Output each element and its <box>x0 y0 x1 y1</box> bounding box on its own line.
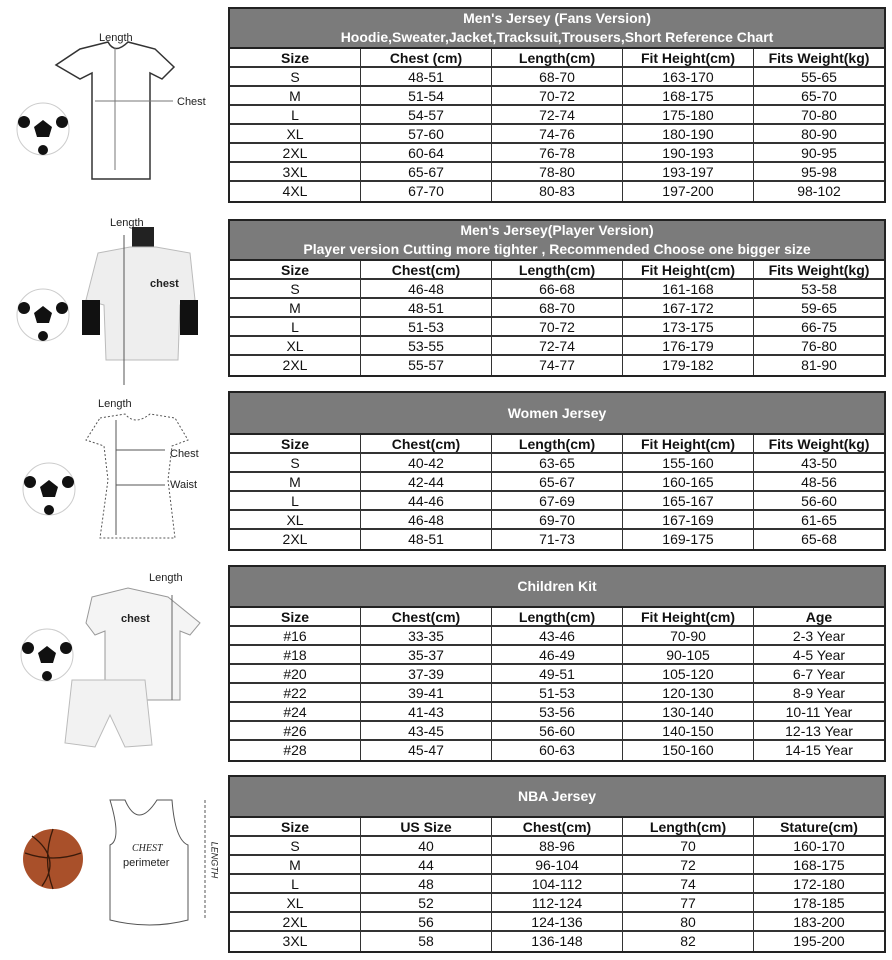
table-cell: 140-150 <box>623 722 754 739</box>
table-cell: 105-120 <box>623 665 754 682</box>
table-row <box>230 87 884 106</box>
table-cell: Chest(cm) <box>361 608 492 625</box>
table-cell: 70 <box>623 837 754 854</box>
table-cell: 51-54 <box>361 87 492 104</box>
table-cell: Size <box>230 261 361 278</box>
table-cell: Chest(cm) <box>492 818 623 835</box>
table-cell: 43-50 <box>801 455 837 471</box>
table-row <box>230 646 884 665</box>
table-cell: 80-83 <box>492 182 623 201</box>
table-cell: #16 <box>230 627 361 644</box>
table-cell: 43-45 <box>361 722 492 739</box>
table-cell: Size <box>230 818 361 835</box>
chest-label: Chest <box>177 96 206 108</box>
table-title <box>230 221 884 261</box>
table-cell: #28 <box>230 741 361 760</box>
title-line: Men's Jersey(Player Version) <box>460 222 654 238</box>
table-cell: 63-65 <box>492 454 623 471</box>
table-cell: 55-65 <box>801 69 837 85</box>
table-title <box>230 567 884 608</box>
table-cell: S <box>230 454 361 471</box>
table-row <box>230 837 884 856</box>
table-cell: 56 <box>361 913 492 930</box>
title-line: Women Jersey <box>507 404 607 421</box>
table-cell: 52 <box>361 894 492 911</box>
table-cell: 49-51 <box>492 665 623 682</box>
table-cell: 167-172 <box>623 299 754 316</box>
table-cell: 51-53 <box>361 318 492 335</box>
waist-label: Waist <box>170 479 198 491</box>
table-cell: 160-170 <box>793 838 845 854</box>
table-cell: 72-74 <box>492 106 623 123</box>
table-row <box>230 144 884 163</box>
table-cell: 70-72 <box>492 87 623 104</box>
table-cell: 90-105 <box>623 646 754 663</box>
table-cell: #24 <box>230 703 361 720</box>
table-row <box>230 875 884 894</box>
table-cell: 68-70 <box>492 299 623 316</box>
table-cell: 72-74 <box>492 337 623 354</box>
table-cell: #18 <box>230 646 361 663</box>
table-cell: 124-136 <box>492 913 623 930</box>
table-cell: Length(cm) <box>492 261 623 278</box>
table-row <box>230 182 884 201</box>
table-cell: 4-5 Year <box>792 647 846 663</box>
table-cell: 173-175 <box>623 318 754 335</box>
table-cell: 2-3 Year <box>792 628 846 644</box>
table-cell: 78-80 <box>492 163 623 180</box>
basketball-icon <box>22 828 84 894</box>
table-cell: Age <box>805 609 833 625</box>
length-label: Length <box>110 217 144 229</box>
title-line: Men's Jersey (Fans Version) <box>463 10 651 26</box>
table-cell: 155-160 <box>623 454 754 471</box>
table-cell: 88-96 <box>492 837 623 854</box>
header-row <box>230 608 884 627</box>
perimeter-label: perimeter <box>123 857 170 869</box>
table-row <box>230 530 884 549</box>
table-cell: XL <box>230 337 361 354</box>
table-title <box>230 393 884 435</box>
table-row <box>230 722 884 741</box>
table-cell: 51-53 <box>492 684 623 701</box>
table-row <box>230 318 884 337</box>
size-table-women <box>228 391 886 551</box>
header-row <box>230 261 884 280</box>
table-cell: L <box>230 492 361 509</box>
table-cell: 10-11 Year <box>785 704 853 720</box>
table-cell: 136-148 <box>492 932 623 951</box>
table-cell: Chest(cm) <box>361 261 492 278</box>
table-cell: 39-41 <box>361 684 492 701</box>
table-cell: 68-70 <box>492 68 623 85</box>
table-cell: Length(cm) <box>492 49 623 66</box>
table-cell: 67-70 <box>361 182 492 201</box>
table-cell: 183-200 <box>793 914 845 930</box>
table-cell: 195-200 <box>793 933 845 949</box>
table-cell: 8-9 Year <box>792 685 846 701</box>
table-cell: 112-124 <box>492 894 623 911</box>
table-row <box>230 473 884 492</box>
table-cell: 2XL <box>230 356 361 375</box>
table-cell: 190-193 <box>623 144 754 161</box>
chest-label: Chest <box>170 448 199 460</box>
table-cell: 33-35 <box>361 627 492 644</box>
table-cell: 53-58 <box>801 281 837 297</box>
table-cell: 54-57 <box>361 106 492 123</box>
table-cell: 76-78 <box>492 144 623 161</box>
table-cell: Stature(cm) <box>780 819 858 835</box>
size-table-fans-version <box>228 7 886 203</box>
table-cell: 176-179 <box>623 337 754 354</box>
table-cell: 60-63 <box>492 741 623 760</box>
table-cell: Fits Weight(kg) <box>768 262 870 278</box>
table-cell: 197-200 <box>623 182 754 201</box>
table-row <box>230 68 884 87</box>
table-cell: 65-68 <box>801 531 837 547</box>
table-row <box>230 125 884 144</box>
table-cell: 41-43 <box>361 703 492 720</box>
table-cell: Fits Weight(kg) <box>768 436 870 452</box>
table-cell: 65-67 <box>361 163 492 180</box>
table-cell: XL <box>230 894 361 911</box>
table-cell: S <box>230 280 361 297</box>
table-cell: 12-13 Year <box>785 723 853 739</box>
length-label: Length <box>149 572 183 584</box>
table-cell: 80-90 <box>801 126 837 142</box>
table-cell: 45-47 <box>361 741 492 760</box>
table-title <box>230 9 884 49</box>
table-cell: M <box>230 473 361 490</box>
table-cell: 42-44 <box>361 473 492 490</box>
header-row <box>230 818 884 837</box>
soccer-ball-icon <box>16 102 70 156</box>
table-row <box>230 280 884 299</box>
table-row <box>230 894 884 913</box>
table-cell: 74-76 <box>492 125 623 142</box>
table-cell: 175-180 <box>623 106 754 123</box>
table-cell: Chest(cm) <box>361 435 492 452</box>
table-cell: 167-169 <box>623 511 754 528</box>
table-cell: 46-49 <box>492 646 623 663</box>
table-cell: 57-60 <box>361 125 492 142</box>
table-cell: 46-48 <box>361 511 492 528</box>
table-cell: 48-51 <box>361 530 492 549</box>
header-row <box>230 49 884 68</box>
table-cell: 6-7 Year <box>792 666 846 682</box>
soccer-ball-icon <box>16 288 70 342</box>
table-cell: 95-98 <box>801 164 837 180</box>
table-cell: 58 <box>361 932 492 951</box>
soccer-ball-icon <box>20 628 74 682</box>
table-cell: 66-68 <box>492 280 623 297</box>
table-cell: 163-170 <box>623 68 754 85</box>
table-row <box>230 454 884 473</box>
table-cell: Size <box>230 49 361 66</box>
table-cell: 44 <box>361 856 492 873</box>
table-cell: 179-182 <box>623 356 754 375</box>
title-line: Player version Cutting more tighter , Recommended Choose one bigger size <box>303 241 811 257</box>
table-row <box>230 163 884 182</box>
table-cell: 2XL <box>230 144 361 161</box>
table-cell: 81-90 <box>801 357 837 373</box>
table-cell: 172-180 <box>793 876 845 892</box>
table-cell: M <box>230 856 361 873</box>
table-cell: 80 <box>623 913 754 930</box>
table-cell: 70-90 <box>623 627 754 644</box>
table-row <box>230 106 884 125</box>
table-row <box>230 856 884 875</box>
table-cell: 46-48 <box>361 280 492 297</box>
table-cell: #22 <box>230 684 361 701</box>
table-cell: Fit Height(cm) <box>623 435 754 452</box>
table-row <box>230 684 884 703</box>
table-cell: 65-67 <box>492 473 623 490</box>
table-cell: 44-46 <box>361 492 492 509</box>
table-cell: US Size <box>361 818 492 835</box>
table-cell: 104-112 <box>492 875 623 892</box>
women-jersey-icon <box>80 410 200 545</box>
table-row <box>230 741 884 760</box>
table-cell: 40-42 <box>361 454 492 471</box>
length-label: LENGTH <box>209 841 220 879</box>
table-cell: Size <box>230 608 361 625</box>
table-title <box>230 777 884 818</box>
table-cell: 61-65 <box>801 512 837 528</box>
chest-label: chest <box>150 278 179 290</box>
table-cell: M <box>230 87 361 104</box>
table-cell: 74-77 <box>492 356 623 375</box>
size-table-nba <box>228 775 886 953</box>
table-cell: M <box>230 299 361 316</box>
children-kit-icon <box>60 585 220 755</box>
table-cell: 53-55 <box>361 337 492 354</box>
table-cell: 37-39 <box>361 665 492 682</box>
table-cell: Fit Height(cm) <box>623 261 754 278</box>
table-row <box>230 337 884 356</box>
table-cell: 161-168 <box>623 280 754 297</box>
table-cell: #20 <box>230 665 361 682</box>
chest-label: chest <box>121 613 150 625</box>
table-cell: 56-60 <box>492 722 623 739</box>
table-cell: 43-46 <box>492 627 623 644</box>
table-cell: L <box>230 106 361 123</box>
table-cell: 2XL <box>230 530 361 549</box>
table-cell: 160-165 <box>623 473 754 490</box>
table-cell: S <box>230 68 361 85</box>
table-cell: 76-80 <box>801 338 837 354</box>
table-cell: 71-73 <box>492 530 623 549</box>
table-cell: 72 <box>623 856 754 873</box>
length-label: Length <box>99 32 133 44</box>
size-table-children-kit <box>228 565 886 762</box>
table-row <box>230 299 884 318</box>
table-cell: 193-197 <box>623 163 754 180</box>
table-cell: Length(cm) <box>623 818 754 835</box>
table-row <box>230 665 884 684</box>
table-cell: 74 <box>623 875 754 892</box>
table-cell: 60-64 <box>361 144 492 161</box>
table-cell: #26 <box>230 722 361 739</box>
table-cell: 14-15 Year <box>785 742 853 758</box>
table-cell: 48 <box>361 875 492 892</box>
table-cell: L <box>230 318 361 335</box>
table-cell: Fit Height(cm) <box>623 608 754 625</box>
table-cell: 96-104 <box>492 856 623 873</box>
table-cell: 40 <box>361 837 492 854</box>
table-cell: 70-80 <box>801 107 837 123</box>
table-cell: 130-140 <box>623 703 754 720</box>
table-row <box>230 511 884 530</box>
table-cell: Chest (cm) <box>361 49 492 66</box>
table-cell: 120-130 <box>623 684 754 701</box>
title-line: NBA Jersey <box>517 788 597 804</box>
table-cell: 59-65 <box>801 300 837 316</box>
table-cell: 168-175 <box>793 857 845 873</box>
table-cell: 4XL <box>230 182 361 201</box>
table-cell: 2XL <box>230 913 361 930</box>
table-cell: 180-190 <box>623 125 754 142</box>
table-cell: 165-167 <box>623 492 754 509</box>
header-row <box>230 435 884 454</box>
table-cell: Length(cm) <box>492 608 623 625</box>
table-cell: 48-51 <box>361 68 492 85</box>
table-row <box>230 913 884 932</box>
table-cell: 77 <box>623 894 754 911</box>
chest-label: CHEST <box>132 843 163 854</box>
table-cell: 3XL <box>230 932 361 951</box>
table-cell: XL <box>230 511 361 528</box>
table-cell: Length(cm) <box>492 435 623 452</box>
table-cell: 55-57 <box>361 356 492 375</box>
table-cell: 66-75 <box>801 319 837 335</box>
table-cell: 70-72 <box>492 318 623 335</box>
tshirt-diagram-icon <box>50 40 220 180</box>
table-row <box>230 356 884 375</box>
table-cell: 53-56 <box>492 703 623 720</box>
soccer-ball-icon <box>22 462 76 516</box>
table-cell: 178-185 <box>793 895 845 911</box>
table-row <box>230 627 884 646</box>
table-cell: Size <box>230 435 361 452</box>
table-cell: Fit Height(cm) <box>623 49 754 66</box>
table-cell: 98-102 <box>797 183 841 199</box>
table-cell: 150-160 <box>623 741 754 760</box>
table-cell: 90-95 <box>801 145 837 161</box>
table-cell: 65-70 <box>801 88 837 104</box>
table-cell: 3XL <box>230 163 361 180</box>
table-cell: 35-37 <box>361 646 492 663</box>
table-cell: 67-69 <box>492 492 623 509</box>
player-jersey-icon <box>80 225 200 390</box>
title-line: Hoodie,Sweater,Jacket,Tracksuit,Trousers,Short Reference Chart <box>340 29 774 45</box>
length-label: Length <box>98 398 132 410</box>
table-cell: 168-175 <box>623 87 754 104</box>
title-line: Children Kit <box>517 578 597 594</box>
table-row <box>230 703 884 722</box>
table-row <box>230 932 884 951</box>
table-cell: L <box>230 875 361 892</box>
table-cell: 48-56 <box>801 474 837 490</box>
table-cell: Fits Weight(kg) <box>768 50 870 66</box>
table-row <box>230 492 884 511</box>
size-table-player-version <box>228 219 886 377</box>
table-cell: 82 <box>623 932 754 951</box>
table-cell: S <box>230 837 361 854</box>
table-cell: 69-70 <box>492 511 623 528</box>
table-cell: 56-60 <box>801 493 837 509</box>
table-cell: 169-175 <box>623 530 754 549</box>
table-cell: XL <box>230 125 361 142</box>
table-cell: 48-51 <box>361 299 492 316</box>
